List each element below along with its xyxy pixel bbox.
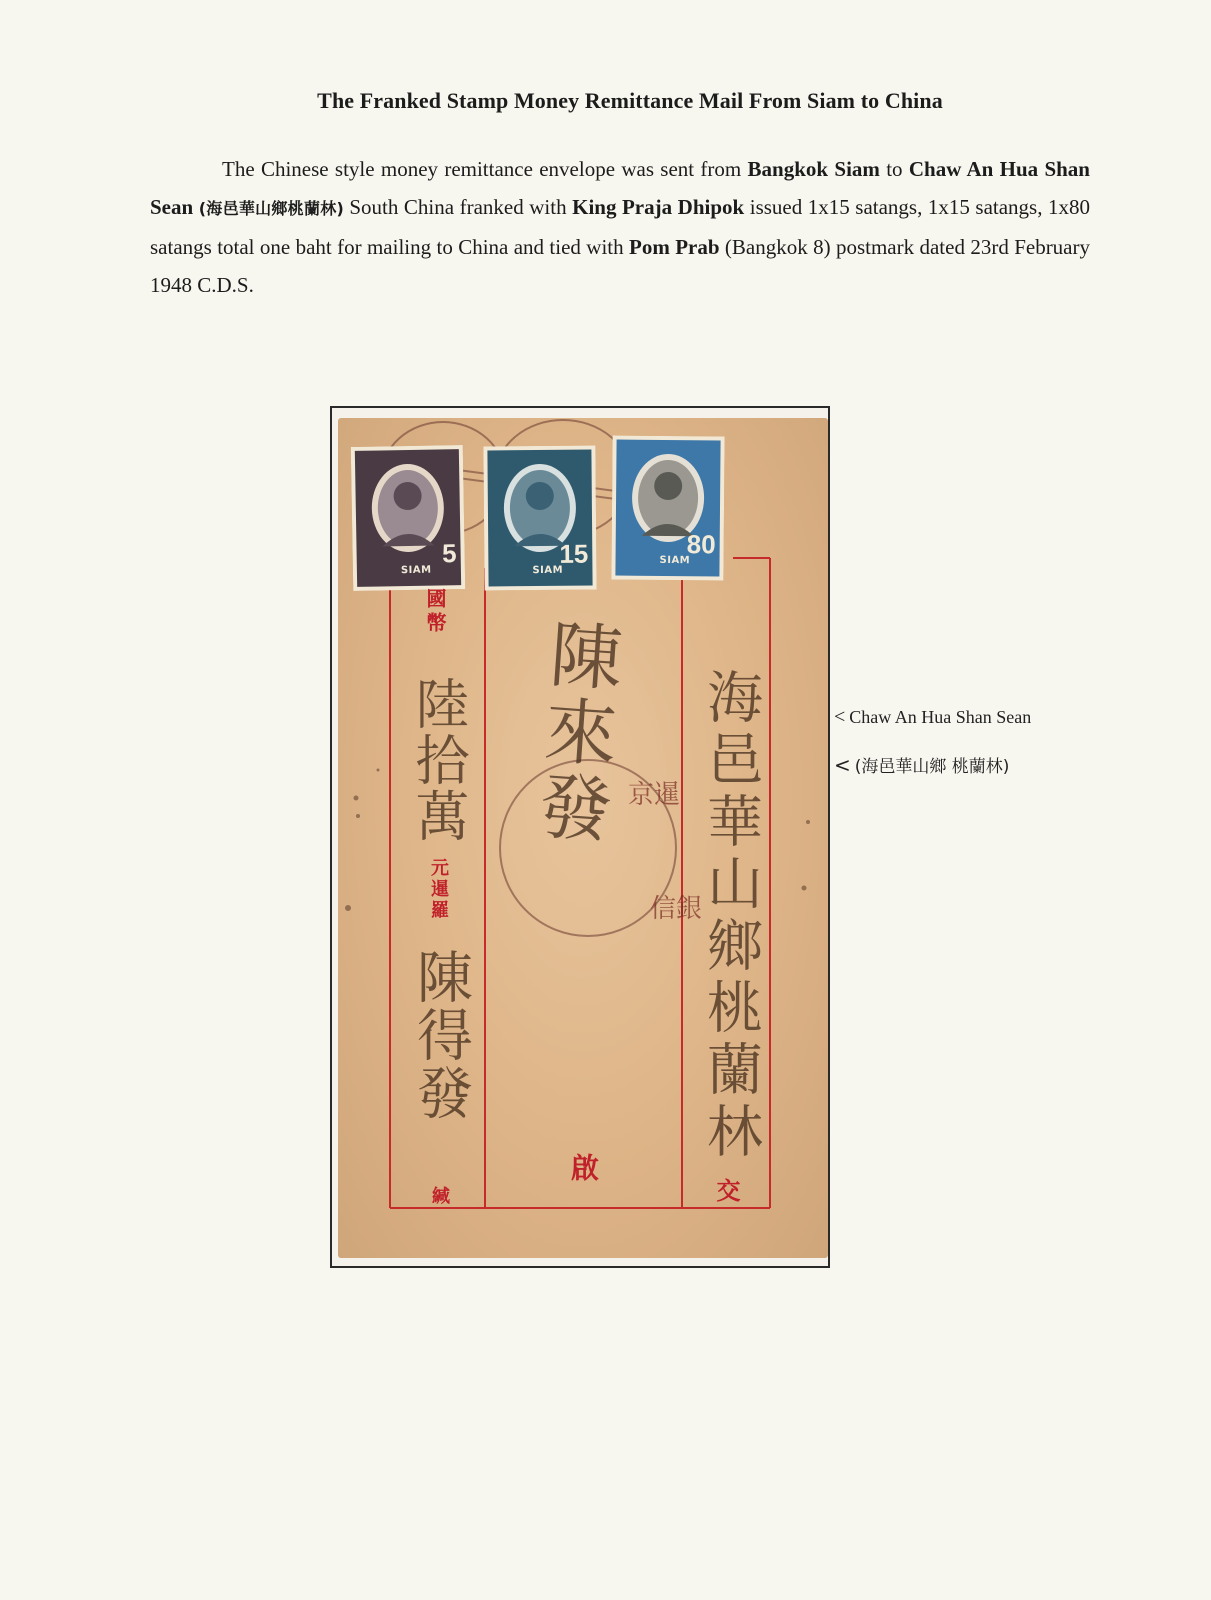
annotation-recipient-place-cjk [834,752,1009,777]
printed-sealed-label: 緘 [429,1186,450,1204]
printed-yuan-label: 元暹羅 [428,858,449,921]
arrow-left-icon: < [834,753,851,777]
description-paragraph [150,150,1090,304]
remittance-envelope [338,418,828,1258]
printed-currency-label: 國幣 [423,588,447,636]
description-king: King Praja Dhipok [572,195,745,219]
stamp-country-label: SIAM [659,554,691,567]
stamp-value-label: 5 [441,538,457,569]
bank-chop-text: 京暹 [628,780,681,810]
page-title: The Franked Stamp Money Remittance Mail From Siam to China [317,88,943,113]
stamp-value-label: 80 [686,529,716,560]
annotation-text: Chaw An Hua Shan Sean [849,707,1032,727]
stamp-80-satang [611,436,724,581]
annotation-text: (海邑華山鄉 桃蘭林) [854,757,1010,777]
annotation-recipient-place [834,706,1031,729]
album-mount-frame [330,406,830,1268]
stamp-5-satang [351,445,465,591]
stamp-country-label: SIAM [400,564,432,577]
description-destination-cjk: (海邑華山鄉桃蘭林) [198,199,344,218]
handwritten-recipient: 陳來發 [525,615,625,849]
stamp-value-label: 15 [559,538,589,569]
description-text-4: issued 1x15 satangs, 1x15 satangs, 1x80 satangs total one baht for mailing to China and tied with [150,195,1090,259]
printed-deliver-label: 交 [712,1178,740,1202]
bank-chop-text: 信銀 [650,894,703,924]
handwritten-sender: 陳得發 [408,948,473,1122]
stamp-15-satang [483,446,596,591]
description-text-1: The Chinese style money remittance envelope was sent from [222,157,748,181]
arrow-left-icon: < [834,706,846,728]
description-text-3: South China franked with [343,195,573,219]
description-origin: Bangkok Siam [747,157,880,181]
stamp-country-label: SIAM [532,564,564,577]
description-destination: Chaw An Hua Shan Sean [150,157,1090,219]
description-text-2: to [879,157,909,181]
handwritten-address: 海邑華山鄉桃蘭林 [698,668,763,1164]
printed-open-label: 啟 [567,1153,600,1181]
description-postmark-place: Pom Prab [629,235,720,259]
handwritten-amount: 陸拾萬 [407,676,470,844]
description-text-5: (Bangkok 8) postmark dated 23rd February 1948 C.D.S. [150,235,1091,297]
